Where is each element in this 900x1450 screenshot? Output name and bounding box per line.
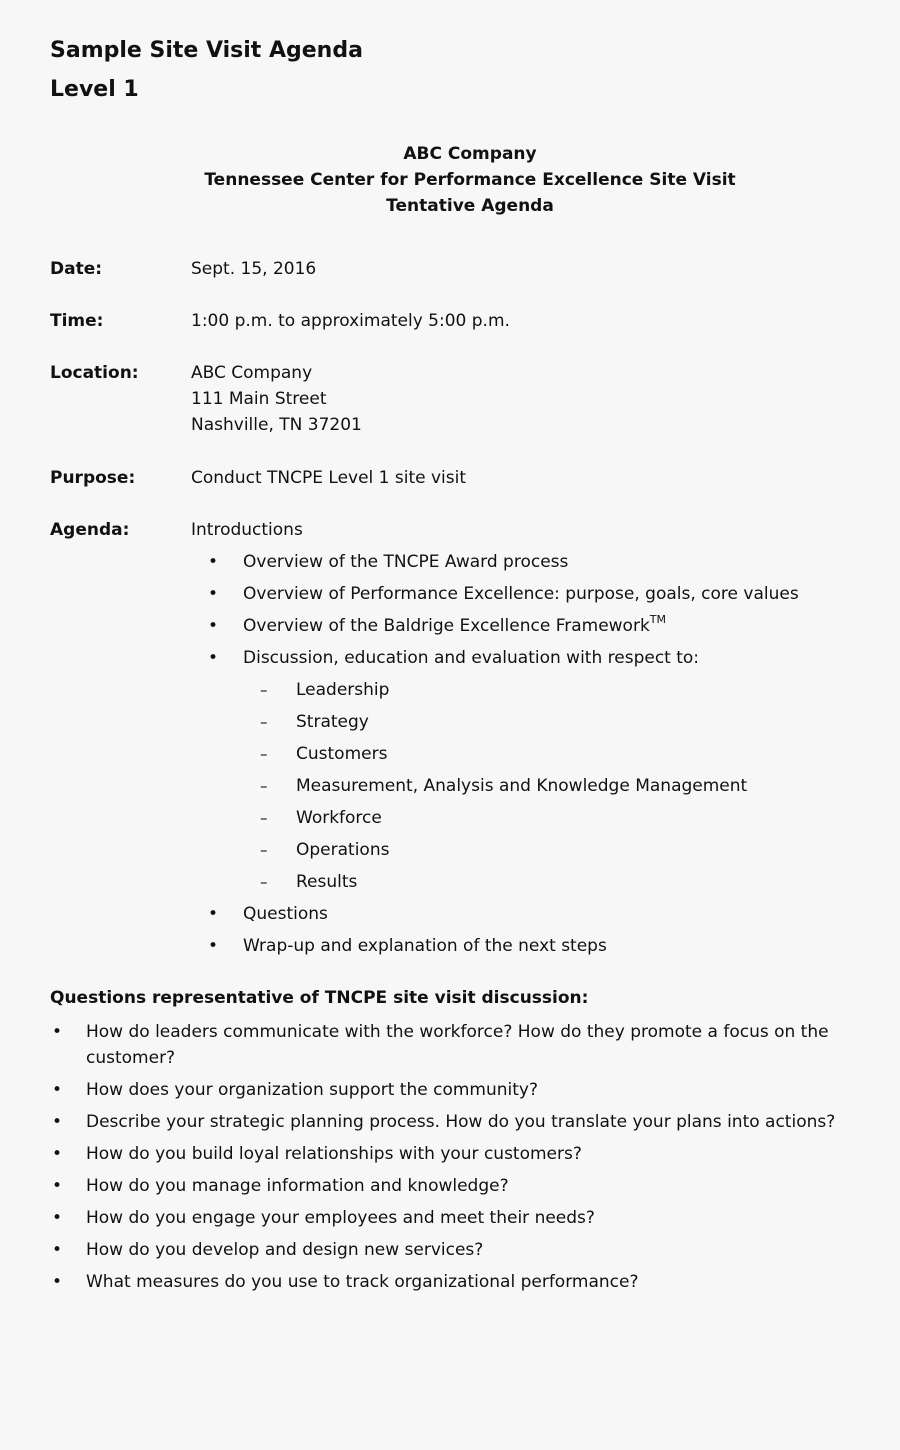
date-value: Sept. 15, 2016 (191, 259, 317, 279)
question-text: How do you manage information and knowledge? (86, 1176, 509, 1196)
subitem-text: Workforce (296, 808, 382, 828)
bullet-icon: • (52, 1240, 63, 1260)
bullet-icon: • (52, 1272, 63, 1292)
bullet-icon: • (208, 904, 219, 924)
trademark-mark: TM (649, 613, 667, 626)
bullet-icon: • (52, 1176, 63, 1196)
agenda-introductions: Introductions (191, 520, 303, 540)
dash-icon: – (260, 713, 268, 731)
question-text: How do leaders communicate with the workforce? How do they promote a focus on the customer? (86, 1022, 829, 1068)
subitem-text: Operations (296, 840, 390, 860)
question-text: How do you develop and design new services? (86, 1240, 484, 1260)
agenda-item-text: Questions (243, 904, 328, 924)
subitem-text: Results (296, 872, 358, 892)
location-line-2: 111 Main Street (191, 389, 327, 409)
bullet-icon: • (208, 936, 219, 956)
question-text: How do you build loyal relationships with your customers? (86, 1144, 582, 1164)
bullet-icon: • (52, 1112, 63, 1132)
agenda-item-text (243, 613, 666, 639)
document-level: Level 1 (50, 77, 139, 102)
question-text: How do you engage your employees and meet their needs? (86, 1208, 595, 1228)
agenda-item-text: Overview of Performance Excellence: purpose, goals, core values (243, 584, 799, 604)
question-text: Describe your strategic planning process. How do you translate your plans into actions? (86, 1112, 836, 1132)
agenda-item-text: Wrap-up and explanation of the next steps (243, 936, 607, 956)
time-label: Time: (50, 311, 104, 331)
location-label: Location: (50, 363, 139, 383)
question-text: What measures do you use to track organizational performance? (86, 1272, 639, 1292)
agenda-item-text: Discussion, education and evaluation with respect to: (243, 648, 700, 668)
location-line-3: Nashville, TN 37201 (191, 415, 362, 435)
bullet-icon: • (208, 648, 219, 668)
question-text: How does your organization support the community? (86, 1080, 539, 1100)
company-name: ABC Company (403, 144, 537, 164)
framework-text: Overview of the Baldrige Excellence Framework (243, 616, 650, 636)
subitem-text: Measurement, Analysis and Knowledge Management (296, 776, 748, 796)
bullet-icon: • (52, 1144, 63, 1164)
purpose-label: Purpose: (50, 468, 136, 488)
agenda-subtitle: Tentative Agenda (386, 196, 554, 216)
dash-icon: – (260, 841, 268, 859)
bullet-icon: • (208, 584, 219, 604)
bullet-icon: • (208, 616, 219, 636)
event-title: Tennessee Center for Performance Excellence Site Visit (204, 170, 736, 190)
document-title: Sample Site Visit Agenda (50, 38, 363, 63)
time-value: 1:00 p.m. to approximately 5:00 p.m. (191, 311, 510, 331)
questions-heading: Questions representative of TNCPE site visit discussion: (50, 988, 589, 1008)
bullet-icon: • (208, 552, 219, 572)
dash-icon: – (260, 873, 268, 891)
bullet-icon: • (52, 1208, 63, 1228)
list-item (52, 1019, 872, 1071)
purpose-value: Conduct TNCPE Level 1 site visit (191, 468, 467, 488)
subitem-text: Strategy (296, 712, 369, 732)
agenda-label: Agenda: (50, 520, 130, 540)
agenda-item-text: Overview of the TNCPE Award process (243, 552, 569, 572)
dash-icon: – (260, 681, 268, 699)
bullet-icon: • (52, 1022, 63, 1042)
date-label: Date: (50, 259, 103, 279)
dash-icon: – (260, 745, 268, 763)
bullet-icon: • (52, 1080, 63, 1100)
subitem-text: Leadership (296, 680, 390, 700)
dash-icon: – (260, 809, 268, 827)
location-line-1: ABC Company (191, 363, 313, 383)
subitem-text: Customers (296, 744, 388, 764)
dash-icon: – (260, 777, 268, 795)
